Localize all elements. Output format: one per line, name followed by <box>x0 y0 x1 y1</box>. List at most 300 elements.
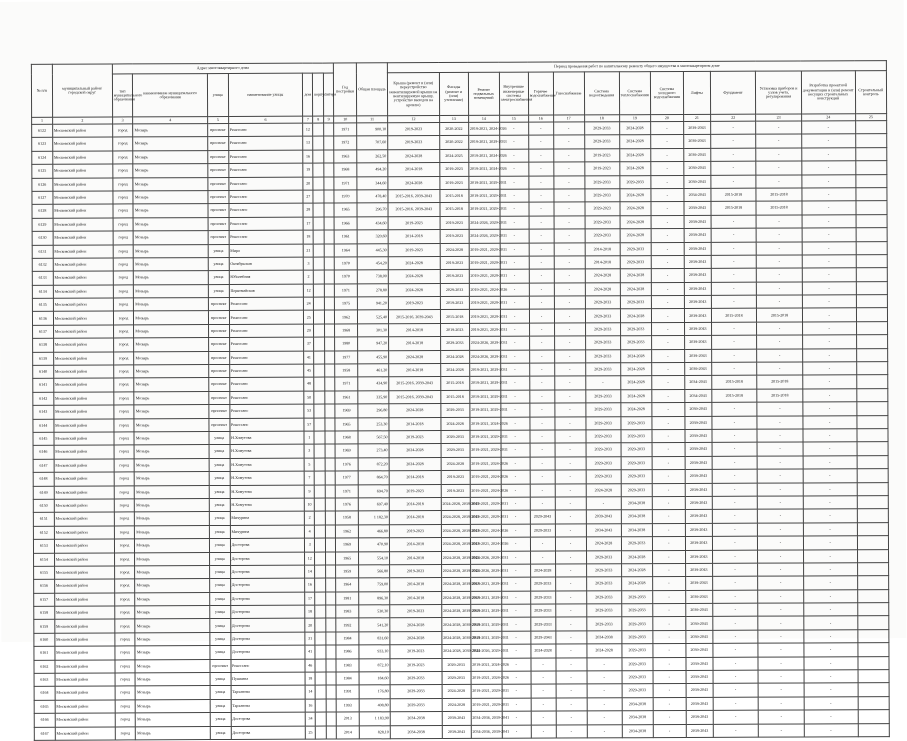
table-cell: - <box>555 564 586 578</box>
table-cell: улица <box>209 512 230 525</box>
table-cell: Н.Хомутова <box>230 445 305 459</box>
table-cell: 2024-2028, 2039-2043 <box>441 524 470 538</box>
table-cell: 2029-2033 <box>585 309 620 323</box>
table-cell: 1962 <box>335 310 358 323</box>
table-cell: 454,20 <box>357 257 388 271</box>
table-cell: 2039-2043 <box>684 135 711 149</box>
table-cell <box>316 712 326 725</box>
table-cell: город <box>113 191 134 204</box>
table-cell <box>857 643 888 657</box>
table-cell: Мозырь <box>134 378 209 392</box>
table-cell: 2029-2033 <box>440 337 469 351</box>
table-cell: проспект <box>208 338 229 351</box>
col-header: Лифты <box>683 71 710 114</box>
table-cell: - <box>555 631 586 645</box>
table-cell: 530,30 <box>359 605 390 619</box>
table-cell: 296,80 <box>358 404 389 418</box>
table-cell: 6159 <box>34 620 55 633</box>
table-cell: Мозырь <box>134 432 209 446</box>
table-cell: 864,70 <box>358 471 389 485</box>
table-cell: - <box>803 563 857 577</box>
table-cell: город <box>114 405 135 418</box>
table-cell: город <box>114 445 135 458</box>
table-cell: Ренессанс <box>229 337 304 351</box>
table-cell: 2015-2016, 2039-2043 <box>389 377 441 391</box>
table-cell: Досторова <box>230 552 305 566</box>
table-cell: Мозырь <box>133 164 208 178</box>
table-cell: Московский район <box>53 311 113 325</box>
table-cell: 2029-2033 <box>530 618 555 631</box>
table-cell: 344,60 <box>357 176 388 190</box>
table-cell: Московский район <box>54 619 114 633</box>
table-cell: - <box>555 497 586 511</box>
table-cell: улица <box>208 284 229 297</box>
table-cell <box>857 562 888 576</box>
table-cell: - <box>758 536 804 550</box>
table-cell: 2029-2023 <box>585 202 620 216</box>
col-header: Установка приборов и узлов учета, регулирования <box>756 71 802 114</box>
table-cell: 567,50 <box>358 431 389 445</box>
table-cell: 1 182,30 <box>358 511 389 525</box>
table-cell <box>324 203 334 216</box>
table-cell: - <box>803 536 857 550</box>
table-cell: 2024-2028, 2039-2043 <box>441 591 470 605</box>
table-cell: 2039-2043 <box>685 577 712 591</box>
table-cell: 2019-2021, 2029-2033 <box>468 136 499 150</box>
table-cell: - <box>530 470 555 483</box>
table-cell <box>315 632 325 645</box>
table-cell: проспект <box>209 378 230 391</box>
table-cell: - <box>531 671 556 684</box>
table-cell: - <box>501 497 530 511</box>
table-cell: 278,80 <box>357 283 388 297</box>
table-cell <box>857 629 888 643</box>
table-cell: 2019-2021, 2029-2031 <box>469 363 500 377</box>
table-cell: 2024-2028 <box>441 417 470 431</box>
table-cell: - <box>529 243 554 256</box>
table-cell: - <box>803 402 857 416</box>
table-cell: 1971 <box>335 377 358 390</box>
table-cell: - <box>802 201 856 215</box>
table-cell: 2024-2028 <box>620 282 651 296</box>
column-number: 17 <box>553 115 584 122</box>
table-cell: 872,20 <box>358 458 389 472</box>
table-cell: 21 <box>303 244 313 257</box>
table-cell: 2034-2043 <box>685 376 712 390</box>
table-cell <box>315 471 325 484</box>
table-cell <box>315 645 325 658</box>
table-cell: Московский район <box>55 633 115 647</box>
table-cell: - <box>651 175 684 189</box>
table-cell: 525,40 <box>357 310 388 324</box>
table-cell: Мозырь <box>134 257 209 271</box>
table-cell: 2019-2021, 2029-2031 <box>470 604 501 618</box>
table-cell: - <box>651 336 684 350</box>
table-cell: - <box>554 350 585 364</box>
table-cell: 1970 <box>334 257 357 270</box>
table-cell: Пушкина <box>231 672 306 686</box>
table-cell: 2029-2043 <box>530 510 555 523</box>
table-cell: - <box>758 590 804 604</box>
table-cell: - <box>712 429 758 443</box>
table-cell: улица <box>209 458 230 471</box>
table-cell: - <box>587 698 622 712</box>
table-cell: 2024-2026, 2029-2031 <box>469 337 500 351</box>
table-cell: 273,40 <box>358 444 389 458</box>
table-cell: 2039-2043 <box>684 295 711 309</box>
table-cell: 29 <box>304 324 314 337</box>
table-cell: 2039-2043 <box>684 202 711 216</box>
table-cell: 1970 <box>334 190 357 203</box>
table-cell: 1991 <box>336 685 359 698</box>
table-cell: 1983 <box>336 605 359 618</box>
table-cell: Московский район <box>54 405 114 419</box>
table-cell: - <box>804 670 858 684</box>
table-cell: 2024-2028 <box>442 685 471 699</box>
table-cell: 6160 <box>34 633 55 646</box>
table-cell: город <box>114 418 135 431</box>
table-cell: - <box>556 724 587 738</box>
table-cell <box>855 134 886 148</box>
table-cell: - <box>501 430 530 444</box>
table-cell: - <box>587 671 622 685</box>
table-cell <box>856 402 887 416</box>
table-cell: Московский район <box>54 419 114 433</box>
table-cell: Московский район <box>54 499 114 513</box>
table-cell: - <box>530 551 555 564</box>
table-cell: 2039-2043 <box>685 443 712 457</box>
table-cell <box>314 337 324 350</box>
table-cell: 2039-2043 <box>442 712 471 726</box>
table-cell: 2024-2028 <box>440 243 469 257</box>
table-cell: - <box>710 148 756 162</box>
col-header: наименование улицы <box>228 73 303 116</box>
table-cell: - <box>553 189 584 203</box>
table-cell: 46 <box>305 659 315 672</box>
table-cell <box>315 672 325 685</box>
table-cell: 16 <box>303 150 313 163</box>
table-cell: 2024-2026, 2029-2031 <box>469 216 500 230</box>
table-cell: 2029-2033 <box>390 672 442 686</box>
table-cell: - <box>529 350 554 363</box>
table-cell: - <box>758 509 804 523</box>
table-cell: 2024-2028 <box>621 577 652 591</box>
table-cell: Мозырь <box>135 646 210 660</box>
table-cell: - <box>713 643 759 657</box>
col-header: тип муниципального образования <box>112 74 133 117</box>
table-cell: Мозырь <box>135 552 210 566</box>
table-cell: улица <box>209 431 230 444</box>
table-cell: - <box>651 376 684 390</box>
table-cell <box>315 525 325 538</box>
table-cell: - <box>758 616 804 630</box>
table-cell: - <box>500 269 529 283</box>
table-cell: 2029-2033 <box>621 456 652 470</box>
table-cell: Московский район <box>54 432 114 446</box>
table-cell: Ренессанс <box>229 311 304 325</box>
table-cell: - <box>712 576 758 590</box>
table-cell: 6152 <box>33 526 54 539</box>
table-cell: - <box>652 470 685 484</box>
col-header: № п/п <box>31 64 52 117</box>
table-cell: Московский район <box>53 378 113 392</box>
table-cell: 50 <box>304 391 314 404</box>
column-number: 24 <box>801 114 855 121</box>
table-cell <box>858 683 889 697</box>
table-cell: 759,00 <box>359 578 390 592</box>
table-cell <box>323 136 333 149</box>
table-cell: проспект <box>208 324 229 337</box>
table-cell <box>857 442 888 456</box>
table-cell: - <box>652 416 685 430</box>
table-cell: 831,60 <box>359 632 390 646</box>
table-cell: 6155 <box>34 566 55 579</box>
table-cell: Мозырь <box>134 298 209 312</box>
table-cell: город <box>113 285 134 298</box>
table-cell <box>325 578 335 591</box>
table-cell <box>325 498 335 511</box>
table-cell <box>856 295 887 309</box>
table-cell: Досторова <box>231 726 306 740</box>
table-cell: - <box>712 402 758 416</box>
table-cell: - <box>500 363 529 377</box>
table-cell: 2029-2033 <box>585 363 620 377</box>
table-cell: 2034-2038 <box>390 725 442 739</box>
table-cell: - <box>529 202 554 215</box>
table-cell: 2029-2033 <box>585 229 620 243</box>
column-number: 15 <box>499 115 528 122</box>
table-cell: Н.Хомутова <box>230 498 305 512</box>
table-cell: 45 <box>304 364 314 377</box>
table-cell: - <box>528 135 553 148</box>
table-cell: 2019-2021, 2029-2031 <box>469 256 500 270</box>
table-cell <box>855 147 886 161</box>
table-cell: Ренессанс <box>228 163 303 177</box>
table-cell: 2015-2018 <box>711 188 757 202</box>
table-cell <box>857 455 888 469</box>
table-cell: Досторова <box>230 592 305 606</box>
table-cell: - <box>501 470 530 484</box>
table-cell <box>314 364 324 377</box>
table-cell: 1975 <box>335 297 358 310</box>
table-cell: Мозырь <box>134 458 209 472</box>
table-cell: 2024-2028 <box>388 256 440 270</box>
table-cell: Мичурина <box>230 511 305 525</box>
table-cell: Московский район <box>55 646 115 660</box>
col-header: Система холодного водоснабжения <box>650 71 683 114</box>
table-cell: Ренессанс <box>229 391 304 405</box>
table-cell: 2014-2018 <box>390 591 442 605</box>
table-cell: 2019-2023 <box>440 176 469 190</box>
table-cell: город <box>113 218 134 231</box>
table-cell <box>315 565 325 578</box>
table-cell: 2019-2023 <box>441 484 470 498</box>
table-cell: город <box>115 713 136 726</box>
table-cell: - <box>500 229 529 243</box>
table-cell: - <box>555 617 586 631</box>
table-cell: 2029-2033 <box>622 684 653 698</box>
table-cell <box>856 281 887 295</box>
table-cell: 2029-2043 <box>531 631 556 644</box>
table-cell: - <box>711 349 757 363</box>
table-cell: - <box>500 256 529 270</box>
table-cell: 478,40 <box>357 190 388 204</box>
table-cell <box>313 203 323 216</box>
table-cell: 18 <box>303 230 313 243</box>
table-cell: Московский район <box>55 660 115 674</box>
table-cell: - <box>757 362 803 376</box>
table-cell: 2024-2028 <box>389 404 441 418</box>
table-cell: - <box>756 228 802 242</box>
table-cell: Мозырь <box>133 124 208 138</box>
table-cell: 2034-2038 <box>622 697 653 711</box>
table-cell: 6154 <box>34 553 55 566</box>
table-cell: 6143 <box>33 405 54 418</box>
table-cell: 1984 <box>336 672 359 685</box>
table-cell: улица <box>210 686 231 699</box>
table-cell: - <box>651 255 684 269</box>
table-cell: 2029-2033 <box>621 430 652 444</box>
table-cell: - <box>803 456 857 470</box>
table-cell <box>313 136 323 149</box>
table-cell: - <box>652 483 685 497</box>
table-cell: 2029-2033 <box>586 550 621 564</box>
table-cell: - <box>501 417 530 431</box>
table-cell: 6125 <box>32 164 53 177</box>
column-number: 20 <box>650 114 683 121</box>
table-cell: 2024-2028 <box>441 457 470 471</box>
table-cell: - <box>653 657 686 671</box>
table-cell: Московский район <box>53 271 113 285</box>
table-cell: - <box>803 469 857 483</box>
column-number: 9 <box>323 116 333 123</box>
table-cell: 1965 <box>334 203 357 216</box>
table-cell: 6164 <box>34 687 55 700</box>
table-cell: - <box>712 536 758 550</box>
table-cell: 494,20 <box>357 163 388 177</box>
table-cell <box>326 632 336 645</box>
table-cell: проспект <box>208 204 229 217</box>
table-cell: город <box>115 646 136 659</box>
table-cell: проспект <box>209 405 230 418</box>
table-cell: улица <box>210 592 231 605</box>
table-cell: 2024-2028 <box>390 631 442 645</box>
table-cell: - <box>499 136 528 150</box>
table-cell: 6138 <box>33 338 54 351</box>
column-number: 8 <box>313 116 323 123</box>
table-cell: 2019-2023 <box>441 471 470 485</box>
table-cell: 554,10 <box>358 551 389 565</box>
table-cell: Московский район <box>53 338 113 352</box>
table-cell: - <box>802 174 856 188</box>
table-cell: - <box>530 484 555 497</box>
table-cell: 6167 <box>34 727 55 740</box>
table-cell: 2029-2033 <box>440 283 469 297</box>
table-cell: 2019-2021, 2029-2031 <box>471 685 502 699</box>
table-cell: 1964 <box>336 578 359 591</box>
table-cell: город <box>114 472 135 485</box>
table-cell: - <box>531 684 556 697</box>
table-cell: - <box>711 175 757 189</box>
table-cell <box>855 121 886 135</box>
table-cell: 2029-2033 <box>585 349 620 363</box>
table-cell: 2014-2018 <box>389 497 441 511</box>
table-cell: Мозырь <box>136 726 211 740</box>
table-cell: проспект <box>210 659 231 672</box>
col-header: Внутренние инженерные системы электроснабжения <box>499 72 528 115</box>
table-cell <box>325 592 335 605</box>
table-cell: - <box>529 390 554 403</box>
table-cell: 2029-2033 <box>620 322 651 336</box>
table-cell: Мичурина <box>230 525 305 539</box>
table-cell: - <box>502 711 531 725</box>
table-cell: - <box>802 362 856 376</box>
table-cell: Московский район <box>54 459 114 473</box>
table-cell <box>325 418 335 431</box>
table-cell: - <box>712 483 758 497</box>
table-cell <box>315 511 325 524</box>
table-cell: - <box>802 255 856 269</box>
table-cell: 3 <box>305 538 315 551</box>
table-cell: 828,10 <box>359 725 390 739</box>
table-cell: - <box>528 162 553 175</box>
table-cell: - <box>555 604 586 618</box>
table-cell: 18 <box>305 605 315 618</box>
table-cell: 2039-2043 <box>684 336 711 350</box>
table-cell: 2019-2021, 2024-2026 <box>471 658 502 672</box>
table-cell: 16 <box>305 699 315 712</box>
table-cell: Мозырь <box>133 217 208 231</box>
table-cell: 6141 <box>33 379 54 392</box>
col-header: улица <box>207 73 228 116</box>
table-cell: 2029-2033 <box>621 443 652 457</box>
table-cell: - <box>587 684 622 698</box>
table-cell: Московский район <box>53 231 113 245</box>
table-cell: Московский район <box>54 579 114 593</box>
table-cell: - <box>502 671 531 685</box>
table-cell: - <box>554 229 585 243</box>
table-cell: проспект <box>208 190 229 203</box>
table-cell: - <box>554 390 585 404</box>
table-cell <box>315 592 325 605</box>
table-cell: 455,90 <box>358 350 389 364</box>
table-cell: 2029-2033 <box>390 685 442 699</box>
table-cell: город <box>113 271 134 284</box>
table-cell: 6129 <box>32 218 53 231</box>
table-cell: - <box>529 176 554 189</box>
table-cell: город <box>112 137 133 150</box>
table-cell: Мозырь <box>135 592 210 606</box>
table-cell: - <box>555 644 586 658</box>
table-cell: Московский район <box>54 445 114 459</box>
table-cell: улица <box>208 244 229 257</box>
table-cell: 2024-2028 <box>620 349 651 363</box>
col-header: наименование муниципального образования <box>133 74 208 117</box>
table-cell: проспект <box>208 298 229 311</box>
table-cell: Московский район <box>53 164 113 178</box>
table-cell <box>856 362 887 376</box>
table-cell: Мозырь <box>133 191 208 205</box>
table-cell: - <box>529 376 554 389</box>
table-cell: город <box>113 365 134 378</box>
table-cell: 6131 <box>32 245 53 258</box>
table-cell: Ренессанс <box>229 297 304 311</box>
capital-repair-schedule-table <box>31 60 890 741</box>
table-cell: город <box>113 204 134 217</box>
table-cell: город <box>114 539 135 552</box>
table-cell: - <box>554 376 585 390</box>
table-cell: 1971 <box>334 176 357 189</box>
